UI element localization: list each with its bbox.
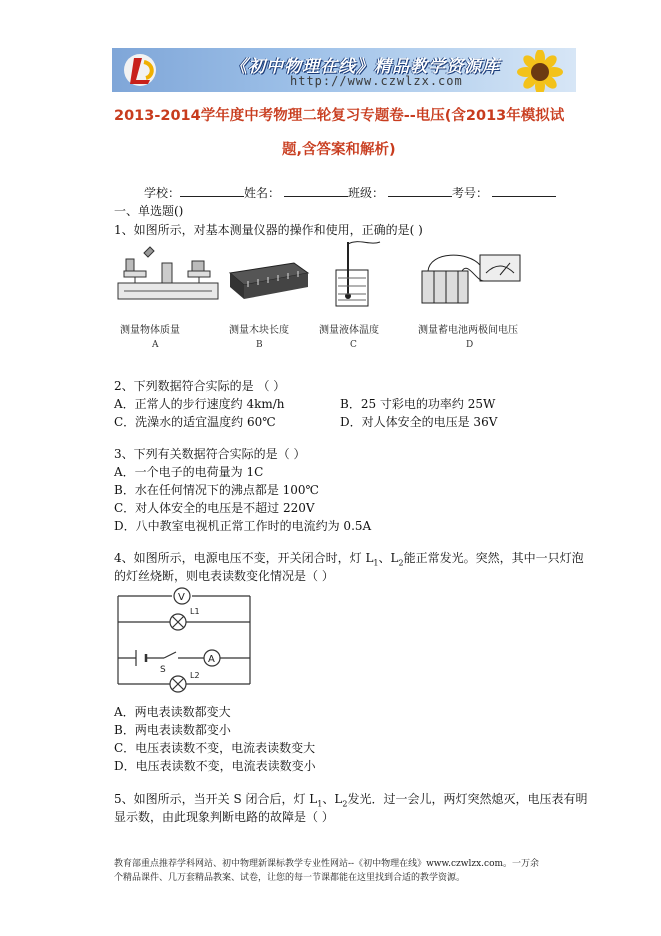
q5-sub-2: 2 — [342, 799, 348, 809]
ruler-block-icon — [224, 243, 312, 311]
q3-option-b[interactable]: B．水在任何情况下的沸点都是 100℃ — [114, 483, 319, 497]
header-banner — [112, 48, 576, 92]
q3-stem: 3、下列有关数据符合实际的是（ ） — [114, 447, 306, 461]
q4-option-b[interactable]: B．两电表读数都变小 — [114, 723, 231, 737]
q2-stem: 2、下列数据符合实际的是 （ ） — [114, 379, 286, 393]
q4-sub-2: 2 — [398, 558, 404, 568]
q1-letter-c: C — [350, 340, 357, 350]
q3-option-a[interactable]: A．一个电子的电荷量为 1C — [114, 465, 264, 479]
footer-line1: 教育部重点推荐学科网站、初中物理新课标教学专业性网站--《初中物理在线》www.czwlzx.com。一万余 — [114, 859, 540, 869]
voltmeter-symbol: V — [178, 592, 185, 603]
q4-stem-line1 — [114, 549, 584, 567]
footer-line2: 个精品课件、几万套精品教案、试卷，让您的每一节课都能在这里找到合适的教学资源。 — [114, 873, 466, 883]
q5-stem-part: 5、如图所示，当开关 S 闭合后，灯 L — [114, 792, 318, 806]
school-field[interactable] — [180, 185, 244, 197]
document-title-line1: 2013-2014学年度中考物理二轮复习专题卷--电压(含2013年模拟试 — [114, 108, 565, 124]
q5-stem-part: 、L — [322, 792, 343, 806]
name-field[interactable] — [284, 185, 348, 197]
q5-stem-line1 — [114, 790, 587, 808]
q4-option-d[interactable]: D．电压表读数不变，电流表读数变小 — [114, 759, 316, 773]
q4-sub-1: 1 — [373, 558, 379, 568]
banner-url: http://www.czwlzx.com — [290, 74, 463, 88]
lamp-l1-label: L1 — [190, 607, 200, 616]
q1-letter-a: A — [152, 340, 159, 350]
class-label: 班级： — [348, 186, 385, 200]
q5-stem-line2: 显示数，由此现象判断电路的故障是（ ） — [114, 810, 334, 824]
q5-stem-part: 发光．过一会儿，两灯突然熄灭，电压表有明 — [347, 792, 588, 806]
class-field[interactable] — [388, 185, 452, 197]
q2-option-c[interactable]: C．洗澡水的适宜温度约 60℃ — [114, 415, 276, 429]
q3-option-c[interactable]: C．对人体安全的电压是不超过 220V — [114, 501, 315, 515]
section-heading: 一、单选题() — [114, 204, 184, 218]
exam-number-label: 考号： — [452, 186, 489, 200]
q1-letter-b: B — [256, 340, 263, 350]
student-info-row — [144, 184, 556, 201]
q5-sub-1: 1 — [317, 799, 323, 809]
school-label: 学校： — [144, 186, 181, 200]
q4-stem-part: 4、如图所示，电源电压不变，开关闭合时，灯 L — [114, 551, 374, 565]
battery-voltmeter-icon — [418, 245, 524, 309]
thermometer-beaker-icon — [326, 238, 386, 314]
q1-caption-b: 测量木块长度 — [229, 325, 289, 336]
document-title-line2: 题,含答案和解析) — [282, 142, 396, 158]
q1-caption-a: 测量物体质量 — [120, 325, 180, 336]
q2-option-a[interactable]: A．正常人的步行速度约 4km/h — [114, 397, 285, 411]
q4-stem-part: 、L — [378, 551, 399, 565]
banner-title: 《初中物理在线》精品教学资源库 — [230, 57, 500, 77]
q2-option-b[interactable]: B．25 寸彩电的功率约 25W — [340, 397, 496, 411]
balance-scale-icon — [114, 243, 224, 311]
lamp-l2-label: L2 — [190, 671, 200, 680]
q1-letter-d: D — [466, 340, 474, 350]
q4-stem-part: 能正常发光。突然，其中一只灯泡 — [403, 551, 584, 565]
switch-label: S — [160, 665, 166, 675]
q4-option-c[interactable]: C．电压表读数不变，电流表读数变大 — [114, 741, 316, 755]
q1-caption-c: 测量液体温度 — [319, 325, 379, 336]
sunflower-icon — [510, 50, 570, 92]
q1-caption-d: 测量蓄电池两极间电压 — [418, 325, 518, 336]
q4-stem-line2: 的灯丝烧断，则电表读数变化情况是（ ） — [114, 569, 334, 583]
ammeter-symbol: A — [208, 654, 215, 665]
site-logo-icon — [120, 52, 160, 88]
q3-option-d[interactable]: D．八中教室电视机正常工作时的电流约为 0.5A — [114, 519, 372, 533]
q1-stem: 1、如图所示，对基本测量仪器的操作和使用，正确的是( ) — [114, 223, 423, 237]
q4-circuit-diagram — [114, 586, 254, 698]
q2-option-d[interactable]: D．对人体安全的电压是 36V — [340, 415, 498, 429]
exam-number-field[interactable] — [492, 185, 556, 197]
q4-option-a[interactable]: A．两电表读数都变大 — [114, 705, 231, 719]
name-label: 姓名： — [244, 186, 281, 200]
